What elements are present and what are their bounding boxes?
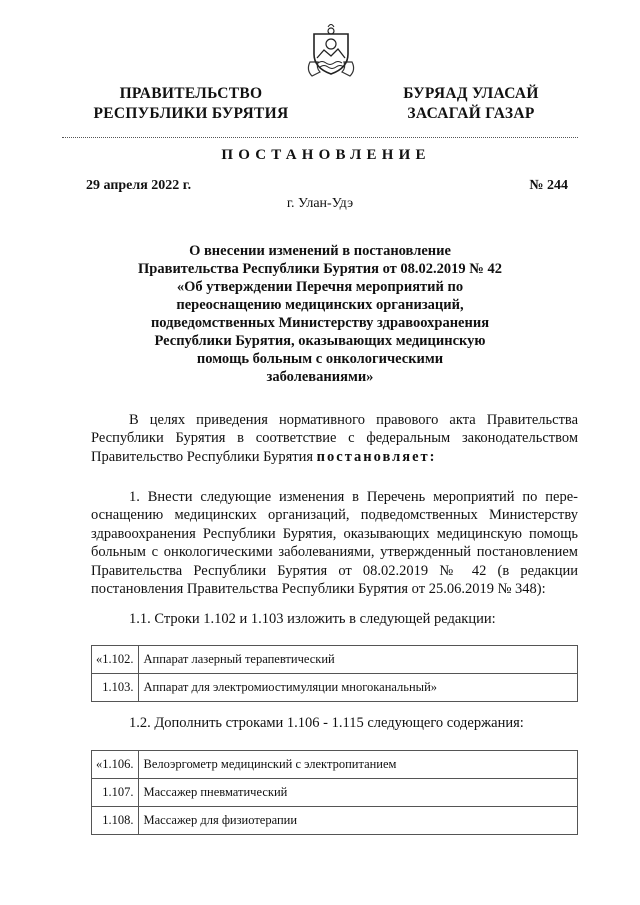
title-line: подведомственных Министерству здравоохранения — [150, 315, 490, 331]
document-number: № 244 — [529, 178, 568, 193]
preamble-paragraph — [91, 411, 578, 466]
added-rows-table — [91, 750, 578, 835]
document-title — [120, 242, 520, 386]
item-1-paragraph: 1. Внести следующие изменения в Перечень мероприятий по переоснащению медицинских организаций, подведомственных Министерству здравоохранения Республики Бурятия, оказывающих медицинскую помощь больным с онкологическими заболеваниями, утвержденный постановлением Правительства Республики Бурятия от 08.02.2019 № 42 (в редакции постановления Правительства Республики Бурятия от 25.06.2019 № 348): — [91, 489, 578, 598]
document-date: 29 апреля 2022 г. — [86, 178, 192, 193]
republic-of-buryatia-coat-of-arms-icon — [302, 22, 360, 80]
org-name-buryat-line1: БУРЯАД УЛАСАЙ — [403, 85, 539, 102]
row-number: «1.106. — [92, 751, 139, 779]
table-row — [92, 646, 578, 674]
table-row — [92, 807, 578, 835]
title-line: О внесении изменений в постановление — [189, 243, 451, 259]
table-row — [92, 779, 578, 807]
row-name: Аппарат для электромиостимуляции многоканальный» — [138, 674, 578, 702]
header-divider — [62, 137, 578, 138]
row-name: Велоэргометр медицинский с электропитанием — [138, 751, 578, 779]
preamble-text: В целях приведения нормативного правового акта Правительства Республики Бурятия в соответствие с федеральным законодательством Правительство Республики Бурятия — [91, 412, 578, 465]
row-number: 1.107. — [92, 779, 139, 807]
document-type: ПОСТАНОВЛЕНИЕ — [221, 147, 431, 163]
table-row — [92, 674, 578, 702]
org-name-buryat-line2: ЗАСАГАЙ ГАЗАР — [407, 105, 535, 122]
row-name: Аппарат лазерный терапевтический — [138, 646, 578, 674]
row-number: 1.108. — [92, 807, 139, 835]
org-name-buryat — [378, 84, 564, 124]
row-name: Массажер для физиотерапии — [138, 807, 578, 835]
item-1-1-paragraph: 1.1. Строки 1.102 и 1.103 изложить в следующей редакции: — [129, 611, 496, 627]
title-line: помощь больным с онкологическими — [196, 351, 444, 367]
row-number: 1.103. — [92, 674, 139, 702]
item-1-2-paragraph: 1.2. Дополнить строками 1.106 - 1.115 следующего содержания: — [129, 715, 524, 731]
title-line: заболеваниями» — [266, 369, 374, 385]
row-name: Массажер пневматический — [138, 779, 578, 807]
amended-rows-table — [91, 645, 578, 702]
title-line: Правительства Республики Бурятия от 08.02.2019 № 42 — [138, 261, 502, 277]
row-number: «1.102. — [92, 646, 139, 674]
resolution-keyword: постановляет: — [316, 448, 437, 465]
document-city: г. Улан-Удэ — [286, 196, 354, 211]
title-line: переоснащению медицинских организаций, — [176, 297, 464, 313]
org-name-russian-line2: РЕСПУБЛИКИ БУРЯТИЯ — [93, 105, 289, 122]
table-row — [92, 751, 578, 779]
org-name-russian-line1: ПРАВИТЕЛЬСТВО — [119, 85, 263, 102]
org-name-russian — [86, 84, 296, 124]
title-line: Республики Бурятия, оказывающих медицинскую — [154, 333, 486, 349]
title-line: «Об утверждении Перечня мероприятий по — [176, 279, 464, 295]
